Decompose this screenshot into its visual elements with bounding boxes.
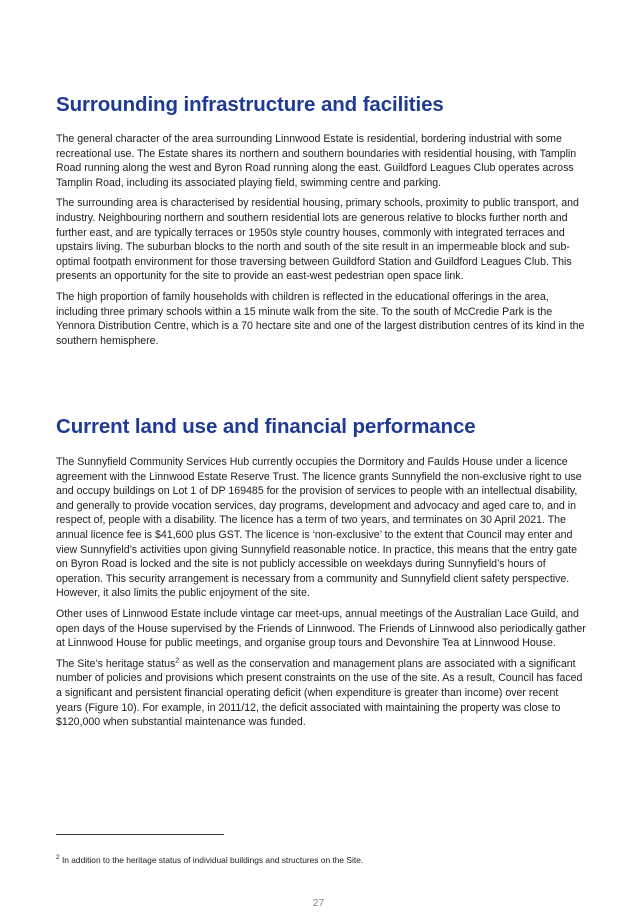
paragraph-with-footnote-ref (56, 657, 586, 730)
section-heading-current-land-use: Current land use and financial performance (56, 415, 476, 438)
footnote (56, 855, 363, 866)
paragraph: The surrounding area is characterised by residential housing, primary schools, proximity to public transport, and industry. Neighbouring northern and southern residential lots are generous relative to blocks further north and further east, and are typically terraces or 1950s style country houses, commonly with integrated terraces and upstairs living. The suburban blocks to the north and south of the site result in an impermeable block and sub-optimal footpath environment for those traversing between Guildford Station and Guildford Leagues Club. This presents an opportunity for the site to provide an east-west pedestrian open space link. (56, 197, 579, 283)
paragraph: The Sunnyfield Community Services Hub currently occupies the Dormitory and Faulds House under a licence agreement with the Linnwood Estate Reserve Trust. The licence grants Sunnyfield the non-exclusive right to use and occupy buildings on Lot 1 of DP 169485 for the provision of services to people with an intellectual disability, and generally to provide vocation services, day programs, development and advocacy and aged care to, and in respect of, people with a disability. The licence has a term of two years, and terminates on 30 April 2021. The annual licence fee is $41,600 plus GST. The licence is ‘non-exclusive’ to the extent that Council may enter and view Sunnyfield’s activities upon giving Sunnyfield reasonable notice. In practice, this means that the entry gate on Byron Road is locked and the site is not publicly accessible on weekdays during Sunnyfield’s hours of operation. This security arrangement is necessary from a community and Sunnyfield client safety perspective. However, it also limits the public enjoyment of the site. (56, 456, 582, 600)
section-heading-surrounding-infrastructure: Surrounding infrastructure and facilities (56, 93, 444, 116)
paragraph: Other uses of Linnwood Estate include vintage car meet-ups, annual meetings of the Australian Lace Guild, and open days of the House supervised by the Friends of Linnwood. The Friends of Linnwood also periodically gather at Linnwood House for public meetings, and organise group tours and Devonshire Tea at Linnwood House. (56, 607, 586, 650)
paragraph: The general character of the area surrounding Linnwood Estate is residential, bordering industrial with some recreational use. The Estate shares its northern and southern boundaries with residential housing, with Tamplin Road running along the west and Byron Road running along the east. Guildford Leagues Club operates across Tamplin Road, including its associated playing field, swimming centre and parking. (56, 133, 577, 189)
footnote-divider (56, 834, 224, 835)
page-number: 27 (312, 897, 325, 909)
paragraph-text: as well as the conservation and management plans are associated with a significant number of policies and provisions which present constraints on the use of the site. As a result, Council has faced a significant and persistent financial operating deficit (when expenditure is greater than income) over recent years (Figure 10). For example, in 2011/12, the deficit associated with maintaining the property was close to $120,000 when substantial maintenance was funded. (56, 657, 583, 729)
paragraph: The high proportion of family households with children is reflected in the educational offerings in the area, including three primary schools within a 15 minute walk from the site. To the south of McCredie Park is the Yennora Distribution Centre, which is a 70 hectare site and one of the largest distribution centres of its kind in the southern hemisphere. (56, 290, 585, 347)
section-body-surrounding-infrastructure (56, 132, 586, 354)
section-body-current-land-use (56, 455, 586, 736)
paragraph-text: The Site’s heritage status (56, 657, 176, 670)
footnote-reference[interactable]: 2 (175, 657, 180, 665)
footnote-text: In addition to the heritage status of individual buildings and structures on the Site. (59, 855, 364, 865)
footnote-number: 2 (56, 854, 60, 862)
